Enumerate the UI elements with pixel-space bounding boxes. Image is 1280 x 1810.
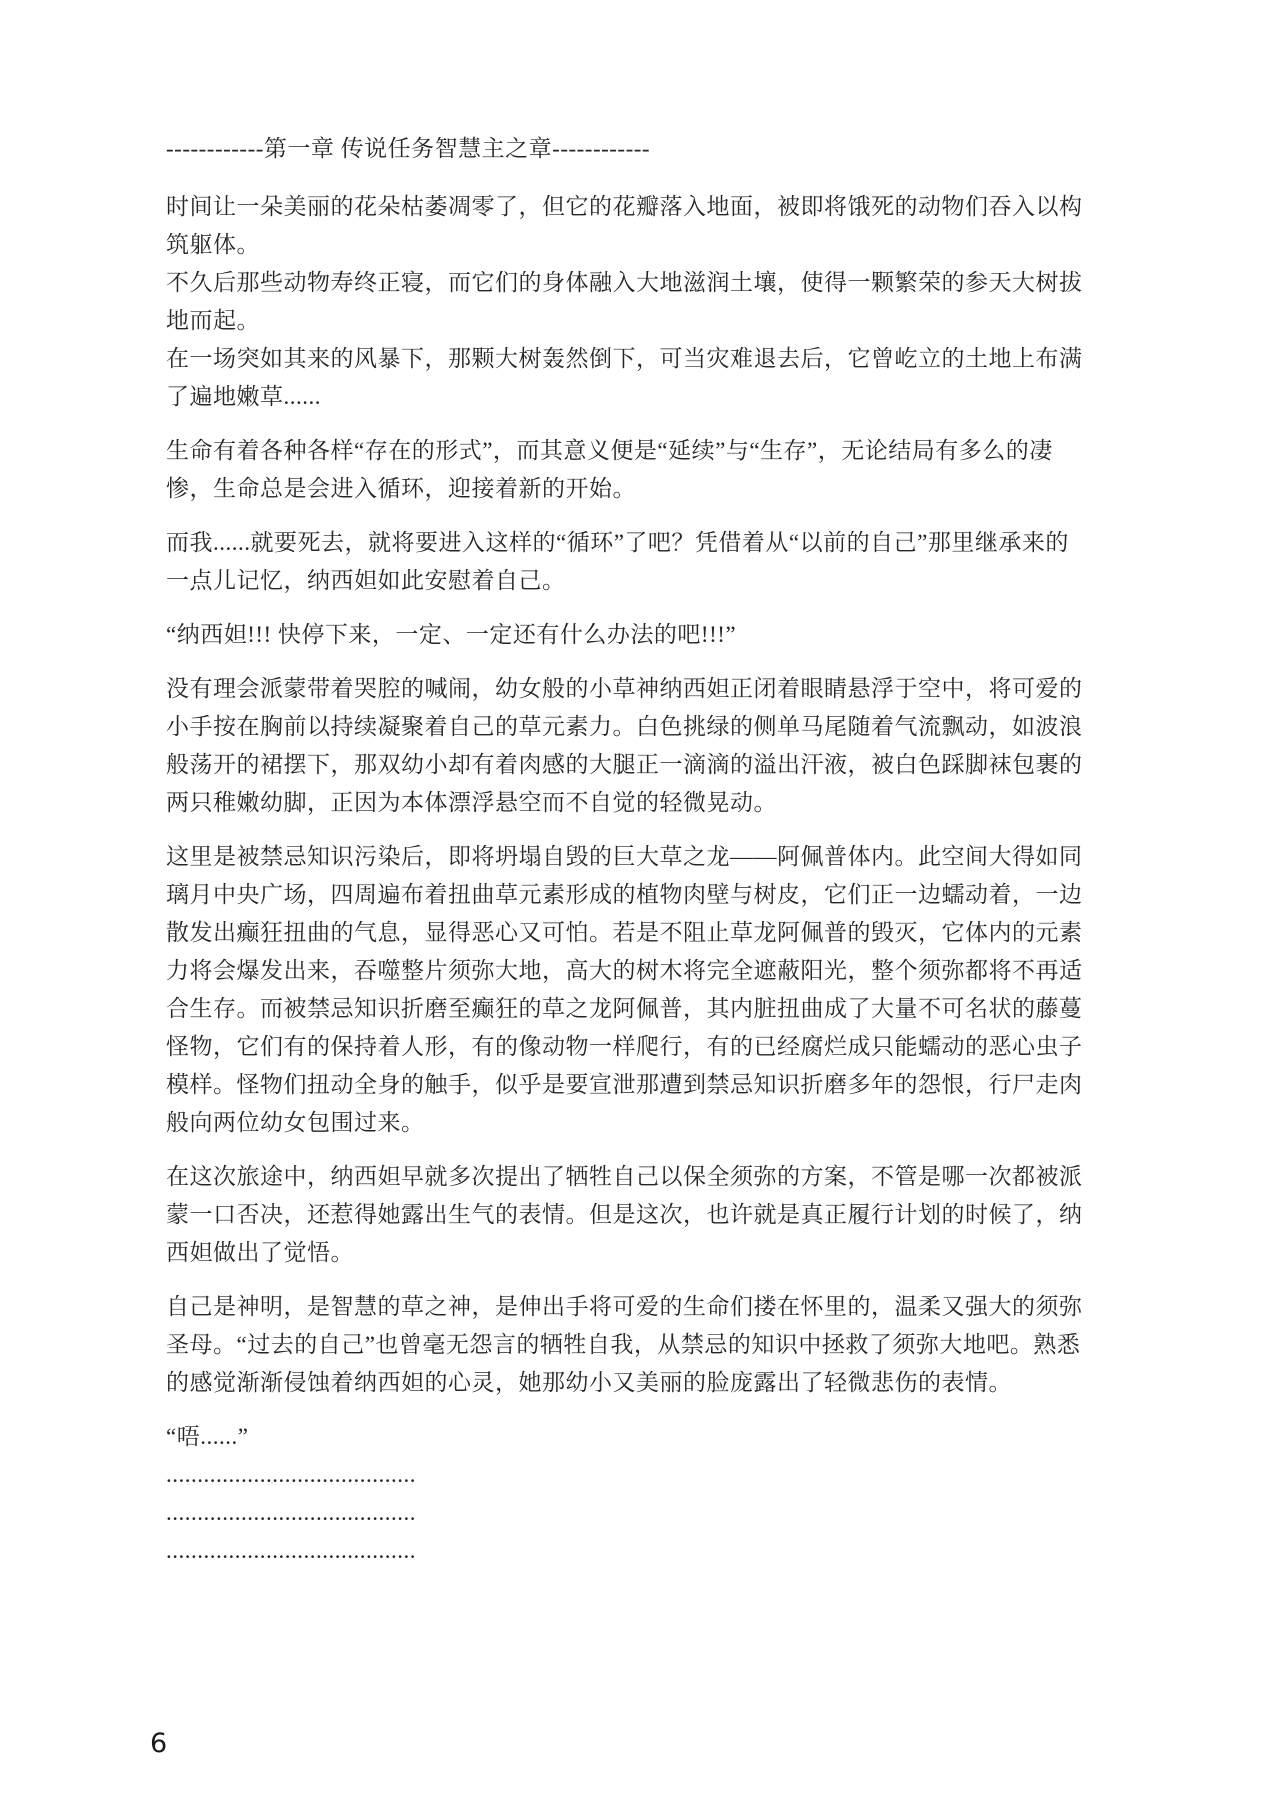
paragraph-text: 自己是神明，是智慧的草之神，是伸出手将可爱的生命们搂在怀里的，温柔又强大的须弥圣母。“过去的自己”也曾毫无怨言的牺牲自我，从禁忌的知识中拯救了须弥大地吧。熟悉的感觉渐渐侵蚀着纳西妲的心灵，她那幼小又美丽的脸庞露出了轻微悲伤的表情。 bbox=[166, 1294, 1083, 1395]
paragraph-text: ........................................ bbox=[166, 1462, 416, 1487]
content-area bbox=[166, 130, 1090, 1570]
paragraph-block bbox=[166, 524, 1090, 600]
paragraph-text: 在这次旅途中，纳西妲早就多次提出了牺牲自己以保全须弥的方案，不管是哪一次都被派蒙一口否决，还惹得她露出生气的表情。但是这次，也许就是真正履行计划的时候了，纳西妲做出了觉悟。 bbox=[166, 1164, 1083, 1265]
paragraph-text: 时间让一朵美丽的花朵枯萎凋零了，但它的花瓣落入地面，被即将饿死的动物们吞入以构筑躯体。 bbox=[166, 194, 1083, 257]
paragraph-block bbox=[166, 1288, 1090, 1402]
paragraph-block bbox=[166, 188, 1090, 416]
paragraph-block bbox=[166, 616, 1090, 654]
paragraph-text: 不久后那些动物寿终正寝，而它们的身体融入大地滋润土壤，使得一颗繁荣的参天大树拔地而起。 bbox=[166, 270, 1083, 333]
page-number: 6 bbox=[150, 1728, 168, 1759]
paragraph-text: “纳西妲!!! 快停下来，一定、一定还有什么办法的吧!!!” bbox=[166, 622, 737, 647]
paragraph-block bbox=[166, 838, 1090, 1142]
paragraph-text: ........................................ bbox=[166, 1500, 416, 1525]
paragraph-text: 没有理会派蒙带着哭腔的喊闹，幼女般的小草神纳西妲正闭着眼睛悬浮于空中，将可爱的小手按在胸前以持续凝聚着自己的草元素力。白色挑绿的侧单马尾随着气流飘动，如波浪般荡开的裙摆下，那双幼小却有着肉感的大腿正一滴滴的溢出汗液，被白色踩脚袜包裹的两只稚嫩幼脚，正因为本体漂浮悬空而不自觉的轻微晃动。 bbox=[166, 676, 1083, 815]
chapter-title: ------------第一章 传说任务智慧主之章------------ bbox=[166, 136, 651, 161]
paragraph-list bbox=[166, 188, 1090, 1570]
paragraph-text: ........................................ bbox=[166, 1538, 416, 1563]
paragraph-block bbox=[166, 1158, 1090, 1272]
paragraph-block bbox=[166, 670, 1090, 822]
paragraph-text: “唔......” bbox=[166, 1424, 249, 1449]
paragraph-block bbox=[166, 1418, 1090, 1570]
paragraph-text: 生命有着各种各样“存在的形式”，而其意义便是“延续”与“生存”，无论结局有多么的凄惨，生命总是会进入循环，迎接着新的开始。 bbox=[166, 438, 1053, 501]
paragraph-block bbox=[166, 432, 1090, 508]
paragraph-text: 而我......就要死去，就将要进入这样的“循环”了吧？凭借着从“以前的自己”那里继承来的一点儿记忆，纳西妲如此安慰着自己。 bbox=[166, 530, 1069, 593]
paragraph-text: 这里是被禁忌知识污染后，即将坍塌自毁的巨大草之龙——阿佩普体内。此空间大得如同璃月中央广场，四周遍布着扭曲草元素形成的植物肉壁与树皮，它们正一边蠕动着，一边散发出癫狂扭曲的气息，显得恶心又可怕。若是不阻止草龙阿佩普的毁灭，它体内的元素力将会爆发出来，吞噬整片须弥大地，高大的树木将完全遮蔽阳光，整个须弥都将不再适合生存。而被禁忌知识折磨至癫狂的草之龙阿佩普，其内脏扭曲成了大量不可名状的藤蔓怪物，它们有的保持着人形，有的像动物一样爬行，有的已经腐烂成只能蠕动的恶心虫子模样。怪物们扭动全身的触手，似乎是要宣泄那遭到禁忌知识折磨多年的怨恨，行尸走肉般向两位幼女包围过来。 bbox=[166, 844, 1083, 1135]
paragraph-text: 在一场突如其来的风暴下，那颗大树轰然倒下，可当灾难退去后，它曾屹立的土地上布满了遍地嫩草...... bbox=[166, 346, 1083, 409]
